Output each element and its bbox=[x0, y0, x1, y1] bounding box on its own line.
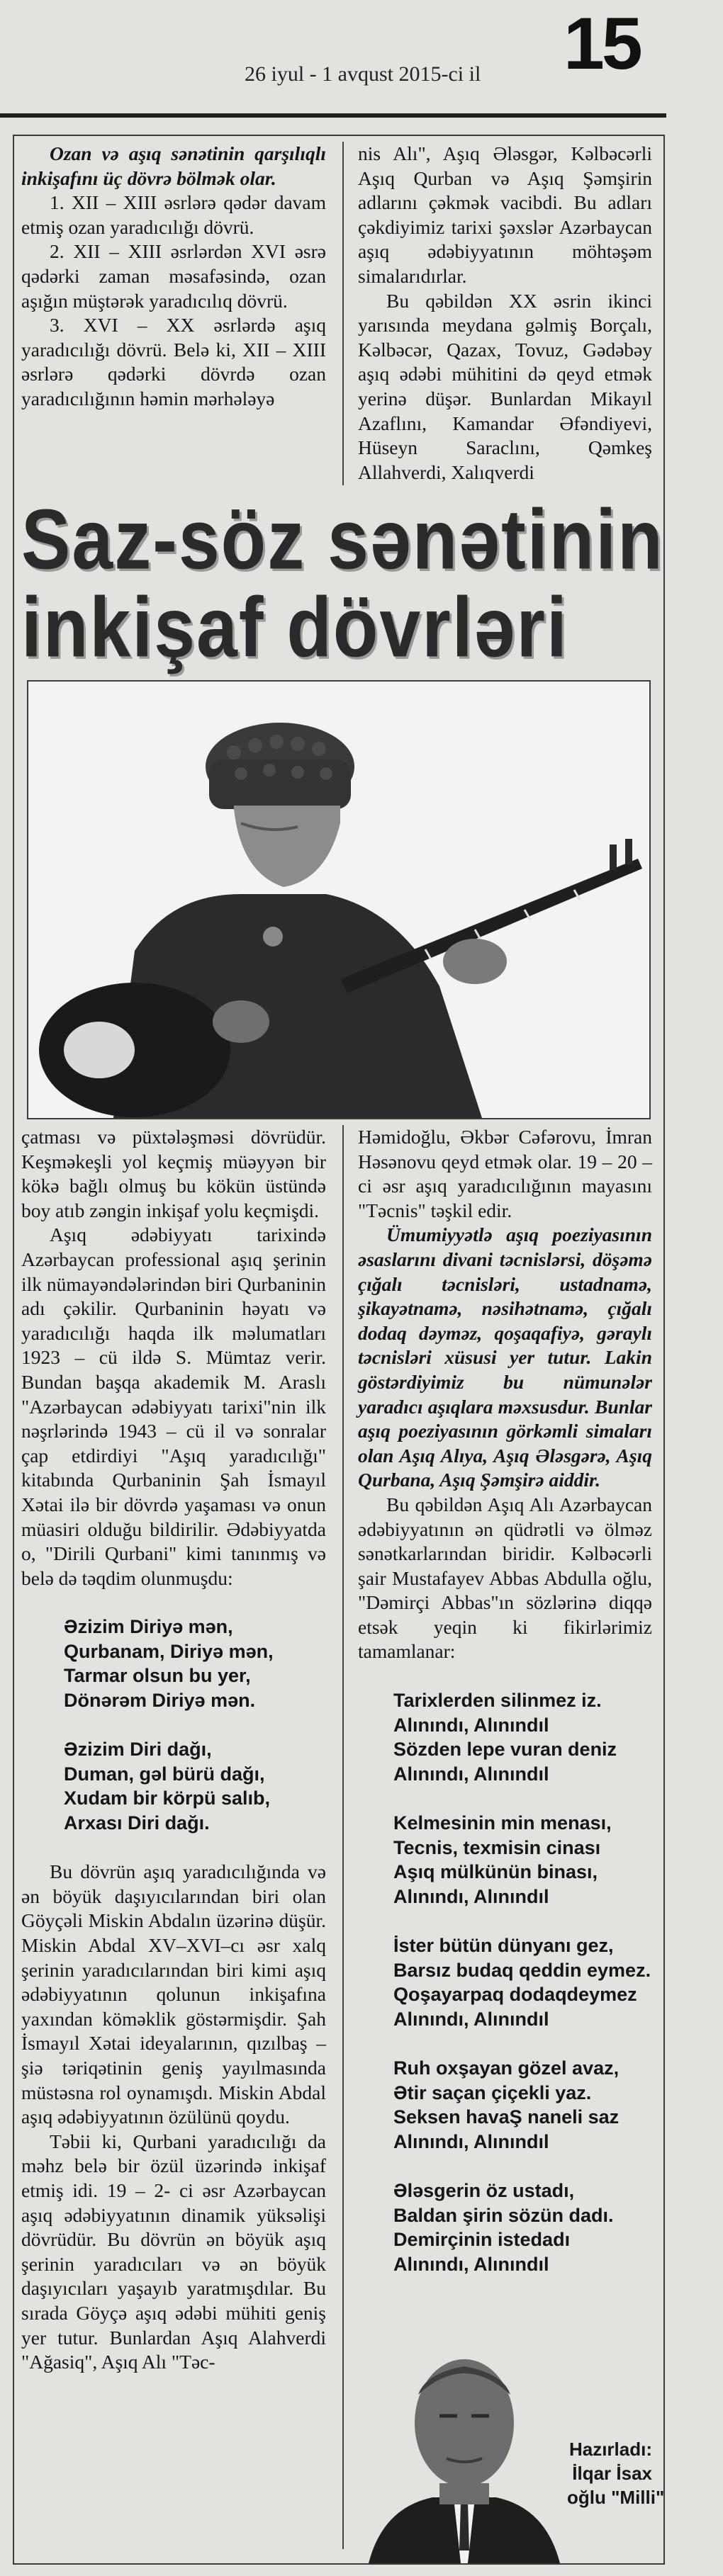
poem-line: Baldan şirin sözün dadı. bbox=[393, 2204, 614, 2226]
poem-line: Duman, gəl bürü dağı, bbox=[64, 1763, 265, 1785]
poem-stanza bbox=[64, 1615, 326, 1712]
credit-name: İlqar İsax bbox=[572, 2463, 652, 2484]
column-divider bbox=[342, 142, 344, 485]
top-right-column bbox=[358, 142, 652, 485]
paragraph: nis Alı", Aşıq Ələsgər, Kəlbəcərli Aşıq Qurban və Aşıq Şəmşirin adlarını çəkmək vacibdi. Bu adları çəkdiyimiz tarixi şəxslər Azərbaycan aşıq ədəbiyyatının möhtəşəm simalarıdırlar. bbox=[358, 142, 652, 287]
bottom-right-column bbox=[358, 1125, 652, 2301]
poem-stanza bbox=[64, 1737, 326, 1835]
paragraph: Bu qəbildən XX əsrin ikinci yarısında meydana gəlmiş Borçalı, Kəlbəcər, Qazax, Tovuz, Gədəbəy aşıq ədəbi mühitini də qeyd etmək yerinə düşər. Bunlardan Mikayıl Azaflını, Kamandar Əfəndiyevi, Hüseyn Saraclını, Qəmkeş Allahverdi, Xalıqverdi bbox=[358, 289, 652, 483]
paragraph: Təbii ki, Qurbani yaradıcılığı da məhz belə bir özül üzərində inkişaf etmiş idi. 19 – 2- ci əsr Azərbaycan aşıq ədəbiyyatının dinamik yüksəlişi dövrüdür. Bu dövrün ən böyük aşıq şerinin yaradıcıları və ən böyük daşıyıcıları yaşayıb yaratmışdılar. Bu sırada Göyçə aşıq ədəbi mühiti geniş yer tutur. Bunlardan Aşıq Alahverdi "Ağasiq", Aşıq Alı "Təc- bbox=[21, 2130, 326, 2373]
poem-line: Demirçinin istedadı bbox=[393, 2229, 571, 2251]
author-photo bbox=[362, 2338, 567, 2563]
paragraph: 3. XVI – XX əsrlərdə aşıq yaradıcılığı dövrü. Belə ki, XII – XIII əsrlərə qədərki dövrdə ozan yaradıcılığının həmin mərhələyə bbox=[21, 314, 326, 409]
page-number: 15 bbox=[564, 3, 640, 85]
poem-line: İster bütün dünyanı gez, bbox=[393, 1935, 614, 1956]
poem-line: Alınındı, Alınındıl bbox=[393, 2130, 549, 2152]
paragraph: Bu qəbildən Aşıq Alı Azərbaycan ədəbiyyatının ən qüdrətli və ölməz sənətkarlarından biridir. Kəlbəcərli şair Mustafayev Abbas Abdulla oğlu, "Dəmirçi Abbas"ın sözlərinə diqqə etsək yeqin ki fikirlərimiz tamamlanar: bbox=[358, 1493, 652, 1663]
paragraph: 1. XII – XIII əsrlərə qədər davam etmiş ozan yaradıcılığı dövrü. bbox=[21, 191, 326, 238]
poem-line: Tarixlerden silinmez iz. bbox=[393, 1690, 602, 1712]
ashiq-saz-photo bbox=[27, 680, 651, 1119]
issue-date: 26 iyul - 1 avqust 2015-ci il bbox=[245, 62, 481, 86]
bottom-left-column bbox=[21, 1125, 326, 2375]
poem-line: Alınındı, Alınındıl bbox=[393, 2253, 549, 2275]
poem-line: Barsız budaq qeddin eymez. bbox=[393, 1959, 651, 1981]
page-header bbox=[0, 0, 723, 120]
poem-diri bbox=[64, 1615, 326, 1835]
poem-line: Arxası Diri dağı. bbox=[64, 1812, 210, 1834]
article-lead: Ozan və aşıq sənətinin qarşılıqlı inkişafını üç dövrə bölmək olar. bbox=[21, 142, 326, 189]
poem-line: Qoşayarpaq dodaqdeymez bbox=[393, 1984, 637, 2006]
poem-line: Alınındı, Alınındıl bbox=[393, 1714, 549, 1736]
poem-alinindi bbox=[393, 1688, 652, 2276]
top-left-column bbox=[21, 142, 326, 412]
paragraph: Aşıq ədəbiyyatı tarixində Azərbaycan professional aşıq şerinin ilk nümayəndələrindən biri Qurbaninin adı çəkilir. Qurbaninin həyatı və yaradıcılığı haqda ilk məlumatları 1923 – cü ildə S. Mümtaz verir. Bundan başqa akademik M. Araslı "Azərbaycan ədəbiyyatı tarixi"nin ilk nəşrlərində 1943 – cü il və sonralar çap etdirdiyi "Aşıq yaradıcılığı" kitabında Qurbaninin Şah İsmayıl Xətai ilə bir dövrdə yaşaması və onun müasiri olduğu bildirilir. Ədəbiyyatda o, "Dirili Qurbani" kimi tanınmış və belə də təqdim olunmuşdu: bbox=[21, 1224, 326, 1589]
poem-line: Kelmesinin min menası, bbox=[393, 1812, 612, 1834]
article-headline bbox=[21, 492, 664, 675]
headline-line: inkişaf dövrləri bbox=[21, 580, 568, 675]
poem-line: Aşıq mülkünün binası, bbox=[393, 1861, 598, 1883]
paragraph: Həmidoğlu, Əkbər Cəfərovu, İmran Həsənovu qeyd etmək olar. 19 – 20 – ci əsr aşıq yaradıcılığının mayasını "Təcnis" təşkil edir. bbox=[358, 1126, 652, 1221]
paragraph: Bu dövrün aşıq yaradıcılığında və ən böyük daşıyıcılarından biri olan Göyçəli Miskin Abdalın üzərinə düşür. Miskin Abdal XV–XVI–cı əsr xalq şerinin yaradıcılarından biri kimi aşıq ədəbiyyatının qolunun inkişafına yaxından köməklik göstərmişdir. Şah İsmayıl Xətai ideyalarının, qızılbaş – şiə təriqətinin geniş yayılmasında müstəsna rol oynamışdı. Miskin Abdal aşıq ədəbiyyatının özülünü qoydu. bbox=[21, 1860, 326, 2128]
paragraph: çatması və püxtələşməsi dövrüdür. Keşməkeşli yol keçmiş müəyyən bir kökə bağlı olmuş bu kökün üstündə boy atıb zəngin inkişaf yolu keçmişdi. bbox=[21, 1126, 326, 1221]
poem-line: Qurbanam, Diriyə mən, bbox=[64, 1640, 274, 1662]
poem-stanza bbox=[393, 1933, 652, 2031]
poem-line: Sözden lepe vuran deniz bbox=[393, 1739, 617, 1761]
headline-line: Saz-söz sənətinin bbox=[21, 492, 664, 587]
poem-line: Seksen havaŞ naneli saz bbox=[393, 2106, 620, 2128]
poem-stanza bbox=[393, 1688, 652, 1786]
poem-stanza bbox=[393, 2056, 652, 2154]
poem-line: Dönərəm Diriyə mən. bbox=[64, 1690, 256, 1712]
poem-line: Alınındı, Alınındıl bbox=[393, 1885, 549, 1907]
poem-line: Ələsgerin öz ustadı, bbox=[393, 2179, 575, 2201]
paragraph-emphasis: Ümumiyyətlə aşıq poeziyasının əsaslarını divani təcnislərsi, döşəmə çığalı təcnisləri, ustadnamə, şikayətnamə, nəsihətnamə, çığalı dodaq dəyməz, qoşaqafiyə, gəraylı təcnisləri xüsusi yer tutur. Lakin göstərdiyimiz bu nümunələr yaradıcı aşıqlara məxsusdur. Bunlar aşıq poeziyasının görkəmli simaları olan Aşıq Alıya, Aşıq Ələsgərə, Aşıq Qurbana, Aşıq Şəmşirə aiddir. bbox=[358, 1224, 652, 1491]
poem-line: Əzizim Diri dağı, bbox=[64, 1739, 212, 1761]
column-divider bbox=[342, 1125, 344, 2549]
poem-stanza bbox=[393, 2179, 652, 2276]
poem-line: Alınındı, Alınındıl bbox=[393, 1763, 549, 1785]
poem-line: Əzizim Diriyə mən, bbox=[64, 1616, 233, 1638]
author-credit bbox=[567, 2437, 665, 2509]
poem-line: Xudam bir körpü salıb, bbox=[64, 1787, 271, 1809]
poem-line: Alınındı, Alınındıl bbox=[393, 2008, 549, 2030]
paragraph: 2. XII – XIII əsrlərdən XVI əsrə qədərki zaman məsafəsində, ozan aşığın müştərək yaradıcılıq dövrü. bbox=[21, 240, 326, 312]
poem-line: Tarmar olsun bu yer, bbox=[64, 1665, 251, 1687]
poem-stanza bbox=[393, 1811, 652, 1909]
poem-line: Ətir saçan çiçekli yaz. bbox=[393, 2081, 592, 2103]
header-rule bbox=[0, 113, 666, 118]
credit-label: Hazırladı: bbox=[568, 2439, 652, 2460]
credit-name: oğlu "Milli" bbox=[567, 2487, 665, 2508]
poem-line: Tecnis, texmisin cinası bbox=[393, 1836, 601, 1858]
poem-line: Ruh oxşayan gözel avaz, bbox=[393, 2057, 620, 2079]
